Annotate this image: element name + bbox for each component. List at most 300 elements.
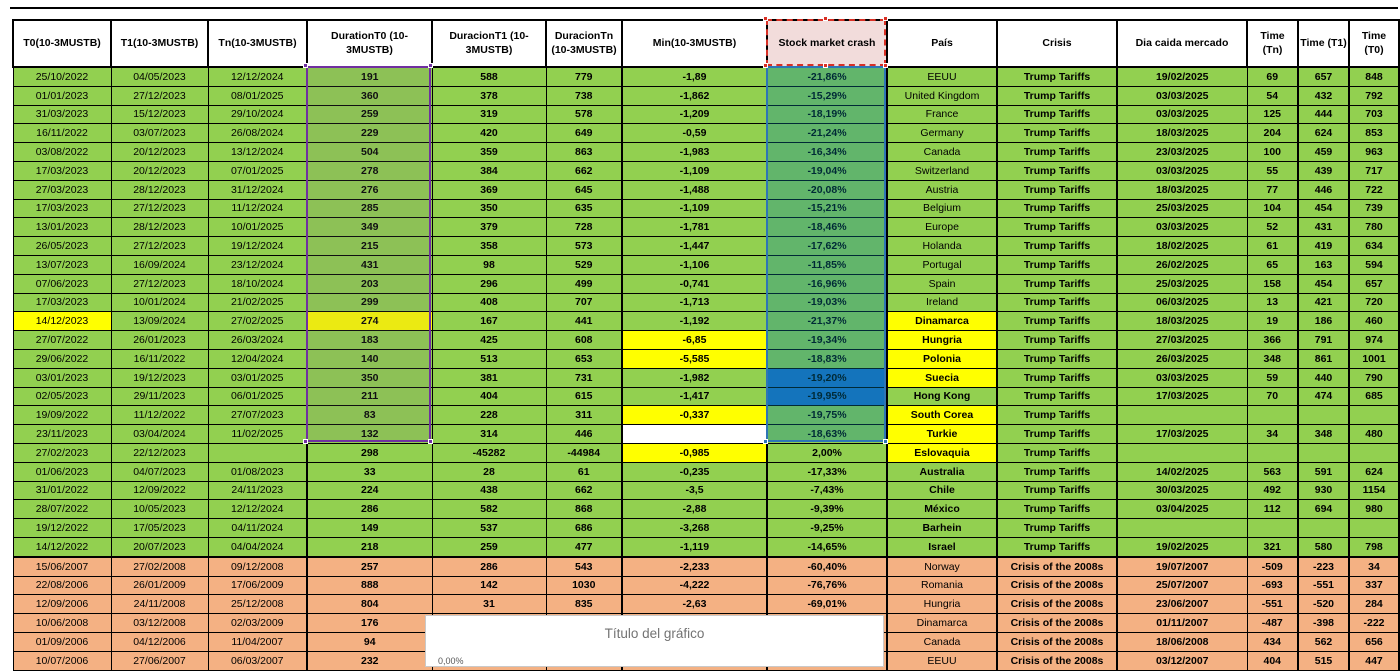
cell[interactable]	[1117, 443, 1247, 462]
cell[interactable]: 01/11/2007	[1117, 614, 1247, 633]
cell[interactable]: 694	[1298, 500, 1349, 519]
cell[interactable]: 27/12/2023	[111, 237, 208, 256]
cell[interactable]: -15,29%	[767, 86, 887, 105]
cell[interactable]: -19,20%	[767, 368, 887, 387]
cell[interactable]: Hungria	[887, 595, 997, 614]
cell[interactable]: Eslovaquia	[887, 443, 997, 462]
cell[interactable]: 26/03/2024	[208, 331, 307, 350]
cell[interactable]: 739	[1349, 199, 1399, 218]
cell[interactable]: Canada	[887, 143, 997, 162]
cell[interactable]: 27/02/2008	[111, 557, 208, 576]
cell[interactable]: 132	[307, 425, 432, 444]
column-header[interactable]: DuracionT1 (10-3MUSTB)	[432, 20, 546, 67]
cell[interactable]: -1,417	[622, 387, 767, 406]
cell[interactable]: 140	[307, 349, 432, 368]
cell[interactable]: 454	[1298, 199, 1349, 218]
cell[interactable]	[1247, 406, 1298, 425]
cell[interactable]: Holanda	[887, 237, 997, 256]
cell[interactable]: 12/12/2024	[208, 67, 307, 86]
cell[interactable]: 14/12/2022	[13, 537, 111, 556]
cell[interactable]: 19	[1247, 312, 1298, 331]
cell[interactable]: -69,01%	[767, 595, 887, 614]
cell[interactable]: 15/12/2023	[111, 105, 208, 124]
cell[interactable]: 1030	[546, 576, 622, 595]
cell[interactable]: 27/12/2023	[111, 86, 208, 105]
cell[interactable]	[1298, 443, 1349, 462]
cell[interactable]: 12/09/2022	[111, 481, 208, 500]
cell[interactable]: 717	[1349, 161, 1399, 180]
cell[interactable]: 125	[1247, 105, 1298, 124]
cell[interactable]: 27/02/2023	[13, 443, 111, 462]
cell[interactable]: 868	[546, 500, 622, 519]
cell[interactable]: -0,741	[622, 274, 767, 293]
cell[interactable]: 17/03/2025	[1117, 387, 1247, 406]
cell[interactable]: 03/03/2025	[1117, 161, 1247, 180]
cell[interactable]: 112	[1247, 500, 1298, 519]
cell[interactable]	[1117, 406, 1247, 425]
cell[interactable]: Portugal	[887, 255, 997, 274]
cell[interactable]: 03/12/2008	[111, 614, 208, 633]
cell[interactable]: 02/05/2023	[13, 387, 111, 406]
cell[interactable]: 863	[546, 143, 622, 162]
cell[interactable]: 791	[1298, 331, 1349, 350]
cell[interactable]: 980	[1349, 500, 1399, 519]
cell[interactable]: 274	[307, 312, 432, 331]
cell[interactable]: 434	[1247, 632, 1298, 651]
cell[interactable]: 314	[432, 425, 546, 444]
cell[interactable]: 228	[432, 406, 546, 425]
cell[interactable]: -17,33%	[767, 462, 887, 481]
cell[interactable]: 27/02/2025	[208, 312, 307, 331]
cell[interactable]: 22/08/2006	[13, 576, 111, 595]
cell[interactable]: 61	[1247, 237, 1298, 256]
cell[interactable]: 348	[1298, 425, 1349, 444]
cell[interactable]: -0,59	[622, 124, 767, 143]
cell[interactable]: 404	[432, 387, 546, 406]
cell[interactable]: Romania	[887, 576, 997, 595]
cell[interactable]: Crisis of the 2008s	[997, 614, 1117, 633]
cell[interactable]: 14/02/2025	[1117, 462, 1247, 481]
cell[interactable]: 104	[1247, 199, 1298, 218]
cell[interactable]: -1,109	[622, 161, 767, 180]
cell[interactable]: 578	[546, 105, 622, 124]
cell[interactable]: -487	[1247, 614, 1298, 633]
cell[interactable]: 12/12/2024	[208, 500, 307, 519]
cell[interactable]: 31/12/2024	[208, 180, 307, 199]
cell[interactable]: 211	[307, 387, 432, 406]
cell[interactable]: 03/04/2025	[1117, 500, 1247, 519]
cell[interactable]: 284	[1349, 595, 1399, 614]
cell[interactable]: -1,982	[622, 368, 767, 387]
cell[interactable]: -7,43%	[767, 481, 887, 500]
cell[interactable]: 504	[307, 143, 432, 162]
cell[interactable]: -9,25%	[767, 519, 887, 538]
cell[interactable]: 653	[546, 349, 622, 368]
cell[interactable]: Trump Tariffs	[997, 199, 1117, 218]
cell[interactable]: France	[887, 105, 997, 124]
cell[interactable]	[1349, 519, 1399, 538]
cell[interactable]	[1298, 406, 1349, 425]
cell[interactable]: 861	[1298, 349, 1349, 368]
cell[interactable]: 349	[307, 218, 432, 237]
cell[interactable]: 662	[546, 161, 622, 180]
cell[interactable]: 30/03/2025	[1117, 481, 1247, 500]
cell[interactable]: EEUU	[887, 67, 997, 86]
cell[interactable]: 04/11/2024	[208, 519, 307, 538]
cell[interactable]: 26/01/2023	[111, 331, 208, 350]
cell[interactable]	[1349, 406, 1399, 425]
cell[interactable]: -509	[1247, 557, 1298, 576]
cell[interactable]: 23/03/2025	[1117, 143, 1247, 162]
column-header[interactable]: Dia caida mercado	[1117, 20, 1247, 67]
cell[interactable]: 25/10/2022	[13, 67, 111, 86]
cell[interactable]: 624	[1349, 462, 1399, 481]
cell[interactable]: 03/01/2025	[208, 368, 307, 387]
cell[interactable]: 728	[546, 218, 622, 237]
cell[interactable]: Trump Tariffs	[997, 180, 1117, 199]
cell[interactable]: 176	[307, 614, 432, 633]
column-header[interactable]: Crisis	[997, 20, 1117, 67]
cell[interactable]: 381	[432, 368, 546, 387]
cell[interactable]: -76,76%	[767, 576, 887, 595]
cell[interactable]: 10/01/2025	[208, 218, 307, 237]
cell[interactable]: 23/06/2007	[1117, 595, 1247, 614]
cell[interactable]: -1,781	[622, 218, 767, 237]
cell[interactable]: -15,21%	[767, 199, 887, 218]
cell[interactable]: 731	[546, 368, 622, 387]
cell[interactable]: 720	[1349, 293, 1399, 312]
cell[interactable]: 06/01/2025	[208, 387, 307, 406]
cell[interactable]: 10/05/2023	[111, 500, 208, 519]
cell[interactable]: 13/07/2023	[13, 255, 111, 274]
cell[interactable]: Canada	[887, 632, 997, 651]
cell[interactable]: Trump Tariffs	[997, 481, 1117, 500]
cell[interactable]	[1247, 443, 1298, 462]
cell[interactable]: -21,37%	[767, 312, 887, 331]
cell[interactable]: 28	[432, 462, 546, 481]
column-header[interactable]: País	[887, 20, 997, 67]
cell[interactable]: -18,19%	[767, 105, 887, 124]
cell[interactable]: 441	[546, 312, 622, 331]
cell[interactable]: 615	[546, 387, 622, 406]
cell[interactable]: 98	[432, 255, 546, 274]
cell[interactable]: 686	[546, 519, 622, 538]
cell[interactable]: 515	[1298, 651, 1349, 670]
cell[interactable]: 446	[1298, 180, 1349, 199]
cell[interactable]: 17/03/2023	[13, 199, 111, 218]
cell[interactable]: 10/06/2008	[13, 614, 111, 633]
cell[interactable]: 186	[1298, 312, 1349, 331]
cell[interactable]: -3,268	[622, 519, 767, 538]
cell[interactable]: 440	[1298, 368, 1349, 387]
cell[interactable]: 229	[307, 124, 432, 143]
cell[interactable]: 492	[1247, 481, 1298, 500]
cell[interactable]: -21,24%	[767, 124, 887, 143]
cell[interactable]: -1,106	[622, 255, 767, 274]
cell[interactable]: 588	[432, 67, 546, 86]
cell[interactable]: -0,235	[622, 462, 767, 481]
cell[interactable]: 790	[1349, 368, 1399, 387]
cell[interactable]: 55	[1247, 161, 1298, 180]
cell[interactable]: 379	[432, 218, 546, 237]
cell[interactable]: 26/08/2024	[208, 124, 307, 143]
cell[interactable]	[1298, 519, 1349, 538]
cell[interactable]: -1,109	[622, 199, 767, 218]
cell[interactable]: 08/01/2025	[208, 86, 307, 105]
cell[interactable]: 03/03/2025	[1117, 218, 1247, 237]
cell[interactable]: Germany	[887, 124, 997, 143]
cell[interactable]: 459	[1298, 143, 1349, 162]
cell[interactable]: 1154	[1349, 481, 1399, 500]
cell[interactable]: 27/03/2023	[13, 180, 111, 199]
cell[interactable]: Trump Tariffs	[997, 387, 1117, 406]
cell[interactable]: 573	[546, 237, 622, 256]
cell[interactable]: 16/11/2022	[111, 349, 208, 368]
cell[interactable]: 278	[307, 161, 432, 180]
cell[interactable]: Dinamarca	[887, 614, 997, 633]
cell[interactable]: Hong Kong	[887, 387, 997, 406]
cell[interactable]: Trump Tariffs	[997, 218, 1117, 237]
cell[interactable]: Trump Tariffs	[997, 500, 1117, 519]
cell[interactable]: Crisis of the 2008s	[997, 557, 1117, 576]
cell[interactable]: 20/12/2023	[111, 161, 208, 180]
cell[interactable]: 703	[1349, 105, 1399, 124]
cell[interactable]: -19,95%	[767, 387, 887, 406]
cell[interactable]: 657	[1349, 274, 1399, 293]
cell[interactable]: Trump Tariffs	[997, 274, 1117, 293]
cell[interactable]: 19/02/2025	[1117, 67, 1247, 86]
cell[interactable]: Norway	[887, 557, 997, 576]
cell[interactable]: EEUU	[887, 651, 997, 670]
cell[interactable]: 432	[1298, 86, 1349, 105]
cell[interactable]: 33	[307, 462, 432, 481]
cell[interactable]: 13/09/2024	[111, 312, 208, 331]
cell[interactable]: 685	[1349, 387, 1399, 406]
cell[interactable]: 319	[432, 105, 546, 124]
cell[interactable]: -11,85%	[767, 255, 887, 274]
cell[interactable]: Trump Tariffs	[997, 161, 1117, 180]
cell[interactable]: Europe	[887, 218, 997, 237]
cell[interactable]: -0,337	[622, 406, 767, 425]
cell[interactable]: -398	[1298, 614, 1349, 633]
cell[interactable]: 804	[307, 595, 432, 614]
cell[interactable]: Suecia	[887, 368, 997, 387]
cell[interactable]: 848	[1349, 67, 1399, 86]
cell[interactable]: 158	[1247, 274, 1298, 293]
cell[interactable]: 26/01/2009	[111, 576, 208, 595]
cell[interactable]: 707	[546, 293, 622, 312]
column-header[interactable]: Time (T0)	[1349, 20, 1399, 67]
cell[interactable]: 70	[1247, 387, 1298, 406]
cell[interactable]: 624	[1298, 124, 1349, 143]
cell[interactable]: 259	[432, 537, 546, 556]
cell[interactable]: 232	[307, 651, 432, 670]
cell[interactable]: 649	[546, 124, 622, 143]
cell[interactable]: 792	[1349, 86, 1399, 105]
cell[interactable]: -1,488	[622, 180, 767, 199]
cell[interactable]: 17/05/2023	[111, 519, 208, 538]
cell[interactable]: 12/09/2006	[13, 595, 111, 614]
cell[interactable]: 298	[307, 443, 432, 462]
cell[interactable]: 299	[307, 293, 432, 312]
cell[interactable]	[622, 425, 767, 444]
cell[interactable]	[1117, 519, 1247, 538]
cell[interactable]: 03/04/2024	[111, 425, 208, 444]
cell[interactable]: 888	[307, 576, 432, 595]
cell[interactable]: 27/03/2025	[1117, 331, 1247, 350]
cell[interactable]: 722	[1349, 180, 1399, 199]
cell[interactable]: -1,192	[622, 312, 767, 331]
cell[interactable]: 311	[546, 406, 622, 425]
cell[interactable]: Trump Tariffs	[997, 349, 1117, 368]
cell[interactable]: 285	[307, 199, 432, 218]
cell[interactable]	[208, 443, 307, 462]
cell[interactable]: Trump Tariffs	[997, 537, 1117, 556]
cell[interactable]: Trump Tariffs	[997, 67, 1117, 86]
cell[interactable]: 24/11/2023	[208, 481, 307, 500]
cell[interactable]: 29/11/2023	[111, 387, 208, 406]
cell[interactable]: 59	[1247, 368, 1298, 387]
cell[interactable]: 19/12/2022	[13, 519, 111, 538]
cell[interactable]: 257	[307, 557, 432, 576]
cell[interactable]: -520	[1298, 595, 1349, 614]
cell[interactable]: 21/02/2025	[208, 293, 307, 312]
cell[interactable]: 191	[307, 67, 432, 86]
cell[interactable]: 580	[1298, 537, 1349, 556]
cell[interactable]: -18,46%	[767, 218, 887, 237]
cell[interactable]: -19,04%	[767, 161, 887, 180]
cell[interactable]: 07/01/2025	[208, 161, 307, 180]
cell[interactable]: Trump Tariffs	[997, 406, 1117, 425]
cell[interactable]: 19/12/2023	[111, 368, 208, 387]
cell[interactable]: 591	[1298, 462, 1349, 481]
cell[interactable]: 11/12/2024	[208, 199, 307, 218]
cell[interactable]: 350	[432, 199, 546, 218]
cell[interactable]: 477	[546, 537, 622, 556]
cell[interactable]: -1,862	[622, 86, 767, 105]
cell[interactable]: 10/01/2024	[111, 293, 208, 312]
cell[interactable]: 100	[1247, 143, 1298, 162]
cell[interactable]: 18/03/2025	[1117, 312, 1247, 331]
cell[interactable]: 23/12/2024	[208, 255, 307, 274]
cell[interactable]: Crisis of the 2008s	[997, 576, 1117, 595]
cell[interactable]: Spain	[887, 274, 997, 293]
cell[interactable]: 634	[1349, 237, 1399, 256]
column-header[interactable]: Min(10-3MUSTB)	[622, 20, 767, 67]
cell[interactable]: 594	[1349, 255, 1399, 274]
cell[interactable]: -19,34%	[767, 331, 887, 350]
cell[interactable]: 513	[432, 349, 546, 368]
cell[interactable]: 645	[546, 180, 622, 199]
cell[interactable]: 563	[1247, 462, 1298, 481]
cell[interactable]: 425	[432, 331, 546, 350]
cell[interactable]: 358	[432, 237, 546, 256]
cell[interactable]: 183	[307, 331, 432, 350]
cell[interactable]: 17/03/2023	[13, 293, 111, 312]
cell[interactable]: 460	[1349, 312, 1399, 331]
cell[interactable]: 03/03/2025	[1117, 86, 1247, 105]
cell[interactable]: 52	[1247, 218, 1298, 237]
cell[interactable]: 19/02/2025	[1117, 537, 1247, 556]
cell[interactable]: 930	[1298, 481, 1349, 500]
cell[interactable]: Israel	[887, 537, 997, 556]
cell[interactable]: 543	[546, 557, 622, 576]
cell[interactable]: 378	[432, 86, 546, 105]
cell[interactable]: 259	[307, 105, 432, 124]
cell[interactable]: Trump Tariffs	[997, 331, 1117, 350]
cell[interactable]: 27/12/2023	[111, 199, 208, 218]
cell[interactable]: 421	[1298, 293, 1349, 312]
cell[interactable]: 28/12/2023	[111, 218, 208, 237]
cell[interactable]: -2,63	[622, 595, 767, 614]
cell[interactable]: 31/03/2023	[13, 105, 111, 124]
cell[interactable]: 94	[307, 632, 432, 651]
column-header[interactable]: T0(10-3MUSTB)	[13, 20, 111, 67]
cell[interactable]: -1,983	[622, 143, 767, 162]
cell[interactable]: -21,86%	[767, 67, 887, 86]
cell[interactable]: 18/03/2025	[1117, 180, 1247, 199]
cell[interactable]: 13/01/2023	[13, 218, 111, 237]
cell[interactable]: 404	[1247, 651, 1298, 670]
cell[interactable]: 419	[1298, 237, 1349, 256]
cell[interactable]: 11/12/2022	[111, 406, 208, 425]
cell[interactable]: Crisis of the 2008s	[997, 651, 1117, 670]
cell[interactable]: 12/04/2024	[208, 349, 307, 368]
cell[interactable]: 337	[1349, 576, 1399, 595]
cell[interactable]: -1,209	[622, 105, 767, 124]
cell[interactable]: México	[887, 500, 997, 519]
cell[interactable]: 18/10/2024	[208, 274, 307, 293]
column-header[interactable]: Stock market crash	[767, 20, 887, 67]
cell[interactable]: 06/03/2025	[1117, 293, 1247, 312]
cell[interactable]: 359	[432, 143, 546, 162]
cell[interactable]: 06/03/2007	[208, 651, 307, 670]
cell[interactable]: 215	[307, 237, 432, 256]
cell[interactable]: 286	[432, 557, 546, 576]
cell[interactable]: 529	[546, 255, 622, 274]
column-header[interactable]: Time (Tn)	[1247, 20, 1298, 67]
cell[interactable]: 25/07/2007	[1117, 576, 1247, 595]
cell[interactable]: 14/12/2023	[13, 312, 111, 331]
cell[interactable]: 25/12/2008	[208, 595, 307, 614]
cell[interactable]: 454	[1298, 274, 1349, 293]
cell[interactable]: 582	[432, 500, 546, 519]
cell[interactable]: 798	[1349, 537, 1399, 556]
cell[interactable]: 562	[1298, 632, 1349, 651]
cell[interactable]: 02/03/2009	[208, 614, 307, 633]
cell[interactable]: -1,119	[622, 537, 767, 556]
cell[interactable]: 369	[432, 180, 546, 199]
cell[interactable]: 296	[432, 274, 546, 293]
cell[interactable]: -44984	[546, 443, 622, 462]
chart-object[interactable]	[425, 615, 884, 667]
cell[interactable]: -18,83%	[767, 349, 887, 368]
cell[interactable]: 350	[307, 368, 432, 387]
cell[interactable]: 03/08/2022	[13, 143, 111, 162]
cell[interactable]: 04/05/2023	[111, 67, 208, 86]
cell[interactable]: 779	[546, 67, 622, 86]
cell[interactable]: 04/07/2023	[111, 462, 208, 481]
cell[interactable]: 657	[1298, 67, 1349, 86]
cell[interactable]: 276	[307, 180, 432, 199]
cell[interactable]: Polonia	[887, 349, 997, 368]
cell[interactable]: 439	[1298, 161, 1349, 180]
cell[interactable]: 360	[307, 86, 432, 105]
cell[interactable]: 1001	[1349, 349, 1399, 368]
cell[interactable]: 01/01/2023	[13, 86, 111, 105]
cell[interactable]: 83	[307, 406, 432, 425]
cell[interactable]: -17,62%	[767, 237, 887, 256]
